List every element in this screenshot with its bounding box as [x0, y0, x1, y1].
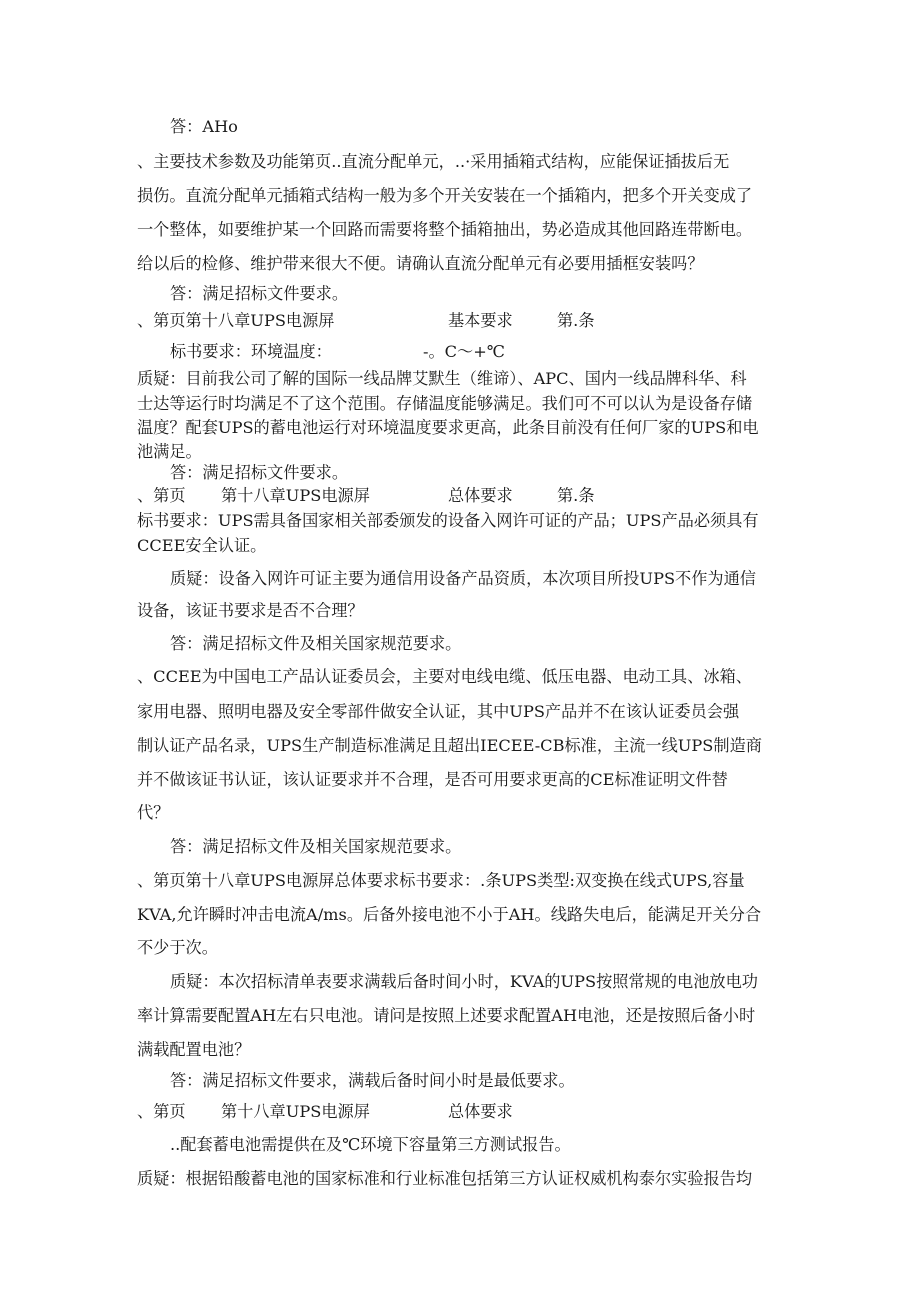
question-line: 质疑：设备入网许可证主要为通信用设备产品资质，本次项目所投UPS不作为通信 [170, 569, 756, 588]
requirement-line: ..配套蓄电池需提供在及℃环境下容量第三方测试报告。 [170, 1135, 571, 1154]
paragraph-line: 质疑：根据铅酸蓄电池的国家标准和行业标准包括第三方认证权威机构泰尔实验报告均 [137, 1169, 753, 1188]
paragraph-line: CCEE安全认证。 [137, 536, 267, 555]
section-heading: 、第页第十八章UPS电源屏 基本要求 第.条 [137, 311, 595, 330]
paragraph-line: 、第页第十八章UPS电源屏总体要求标书要求：.条UPS类型:双变换在线式UPS,容量 [137, 871, 745, 890]
answer-line: 答：满足招标文件要求。 [170, 463, 349, 482]
paragraph-line: 家用电器、照明电器及安全零部件做安全认证，其中UPS产品并不在该认证委员会强 [137, 702, 740, 721]
paragraph-line: 并不做该证书认证，该认证要求并不合理，是否可用要求更高的CE标准证明文件替 [137, 770, 728, 789]
section-heading: 、第页 第十八章UPS电源屏 总体要求 第.条 [137, 486, 595, 505]
paragraph-line: 满载配置电池？ [137, 1040, 251, 1059]
section-heading: 、第页 第十八章UPS电源屏 总体要求 [137, 1102, 513, 1121]
paragraph-line: 给以后的检修、维护带来很大不便。请确认直流分配单元有必要用插框安装吗？ [137, 254, 704, 273]
answer-line: 答：满足招标文件要求。 [170, 284, 349, 303]
answer-line: 答：满足招标文件要求，满载后备时间小时是最低要求。 [170, 1071, 575, 1090]
paragraph-line: KVA,允许瞬时冲击电流A/ms。后备外接电池不小于AH。线路失电后，能满足开关分合 [137, 905, 762, 924]
paragraph-line: 标书要求：UPS需具备国家相关部委颁发的设备入网许可证的产品；UPS产品必须具有 [137, 511, 759, 530]
question-line: 质疑：本次招标清单表要求满载后备时间小时，KVA的UPS按照常规的电池放电功 [170, 972, 758, 991]
paragraph-line: 质疑：目前我公司了解的国际一线品牌艾默生（维谛）、APC、国内一线品牌科华、科 [137, 369, 747, 388]
paragraph-line: 一个整体，如要维护某一个回路而需要将整个插箱抽出，势必造成其他回路连带断电。 [137, 220, 753, 239]
paragraph-line: 代？ [137, 803, 170, 822]
paragraph-line: 温度？配套UPS的蓄电池运行对环境温度要求更高，此条目前没有任何厂家的UPS和电 [137, 418, 759, 437]
paragraph-line: 、主要技术参数及功能第页..直流分配单元，..·采用插箱式结构，应能保证插拔后无 [137, 152, 730, 171]
paragraph-line: 制认证产品名录，UPS生产制造标准满足且超出IECEE-CB标准，主流一线UPS制造商 [137, 736, 762, 755]
paragraph-line: 率计算需要配置AH左右只电池。请问是按照上述要求配置AH电池，还是按照后备小时 [137, 1006, 756, 1025]
answer-line: 答：满足招标文件及相关国家规范要求。 [170, 837, 462, 856]
paragraph-line: 士达等运行时均满足不了这个范围。存储温度能够满足。我们可不可以认为是设备存储 [137, 394, 753, 413]
requirement-line: 标书要求：环境温度： -。C～+℃ [170, 342, 505, 361]
paragraph-line: 池满足。 [137, 442, 202, 461]
paragraph-line: 损伤。直流分配单元插箱式结构一般为多个开关安装在一个插箱内，把多个开关变成了 [137, 186, 753, 205]
paragraph-line: 不少于次。 [137, 938, 218, 957]
answer-line: 答：满足招标文件及相关国家规范要求。 [170, 634, 462, 653]
paragraph-line: 、CCEE为中国电工产品认证委员会，主要对电线电缆、低压电器、电动工具、冰箱、 [137, 667, 752, 686]
paragraph-line: 设备，该证书要求是否不合理？ [137, 601, 364, 620]
answer-line: 答：AHo [170, 117, 238, 136]
